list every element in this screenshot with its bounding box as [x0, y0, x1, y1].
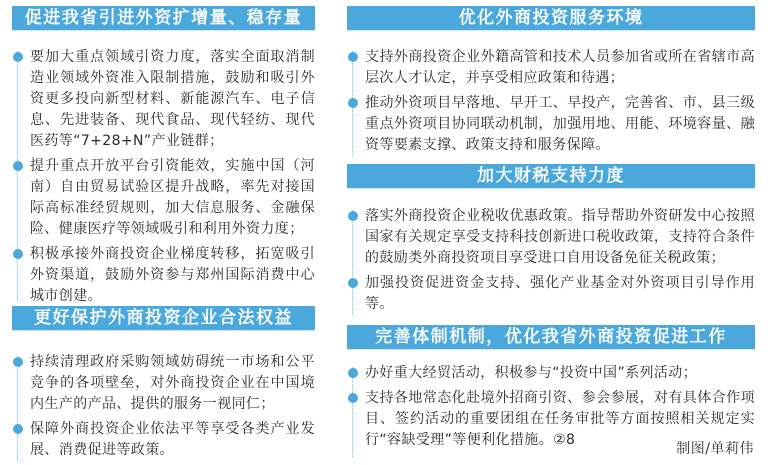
item-text: 支持外商投资企业外籍高管和技术人员参加省或所在省辖市高层次人才认定，并享受相应政策和待遇；	[365, 49, 755, 86]
bullet-dot-icon	[13, 161, 23, 171]
bullet-dot-icon	[348, 393, 358, 403]
bullet-dot-icon	[13, 357, 23, 367]
list-item	[347, 273, 755, 315]
section-title: 加大财税支持力度	[347, 164, 755, 188]
bullet-dot-icon	[348, 368, 358, 378]
item-text: 推动外资项目早落地、早开工、早投产，完善省、市、县三级重点外资项目协同联动机制，加强用地、用能、环境容量、融资等要素支撑、政策支持和服务保障。	[365, 95, 755, 153]
bullet-dot-icon	[13, 249, 23, 259]
section-title: 优化外商投资服务环境	[347, 6, 755, 30]
item-text: 加强投资促进资金支持、强化产业基金对外资项目引导作用等。	[365, 275, 755, 312]
bullet-dot-icon	[13, 424, 23, 434]
item-text: 积极承接外商投资企业梯度转移，拓宽吸引外资渠道，鼓励外资参与郑州国际消费中心城市创建。	[30, 246, 315, 304]
item-text: 持续清理政府采购领域妨碍统一市场和公平竞争的各项壁垒，对外商投资企业在中国境内生产的产品、提供的服务一视同仁；	[30, 354, 315, 412]
bullet-dot-icon	[348, 211, 358, 221]
graphic-credit: 制图/单莉伟	[676, 441, 754, 457]
section-title: 促进我省引进外资扩增量、稳存量	[12, 6, 315, 30]
section-title: 更好保护外商投资企业合法权益	[12, 306, 315, 330]
bullet-dot-icon	[348, 278, 358, 288]
list-item	[347, 206, 755, 269]
section-title: 完善体制机制，优化我省外商投资促进工作	[347, 325, 755, 349]
item-text: 要加大重点领域引资力度，落实全面取消制造业领域外资准入限制措施，鼓励和吸引外资更多投向新型材料、新能源汽车、电子信息、先进装备、现代食品、现代轻纺、现代医药等“7+28+N”产业链群；	[30, 49, 315, 149]
list-item	[12, 47, 315, 152]
list-item	[12, 244, 315, 307]
list-item	[12, 352, 315, 415]
bullet-dot-icon	[13, 52, 23, 62]
list-item	[347, 363, 755, 384]
item-text: 提升重点开放平台引资能效，实施中国（河南）自由贸易试验区提升战略，率先对接国际高标准经贸规则，加大信息服务、金融保险、健康医疗等领域吸引和利用外资力度；	[30, 158, 315, 237]
item-text: 落实外商投资企业税收优惠政策。指导帮助外资研发中心按照国家有关规定享受支持科技创新进口税收政策，支持符合条件的鼓励类外商投资项目享受进口自用设备免征关税政策；	[365, 208, 755, 266]
list-item	[347, 93, 755, 156]
item-text: 办好重大经贸活动，积极参与“投资中国”系列活动；	[365, 365, 698, 381]
bullet-dot-icon	[348, 52, 358, 62]
item-text: 保障外商投资企业依法平等享受各类产业发展、消费促进等政策。	[30, 421, 315, 458]
list-item	[12, 419, 315, 461]
bullet-dot-icon	[348, 98, 358, 108]
item-text: 支持各地常态化赴境外招商引资、参会参展，对有具体合作项目、签约活动的重要团组在任务审批等方面按照相关规定实行“容缺受理”等便利化措施。②8	[365, 390, 755, 448]
list-item	[347, 47, 755, 89]
list-item	[12, 156, 315, 240]
